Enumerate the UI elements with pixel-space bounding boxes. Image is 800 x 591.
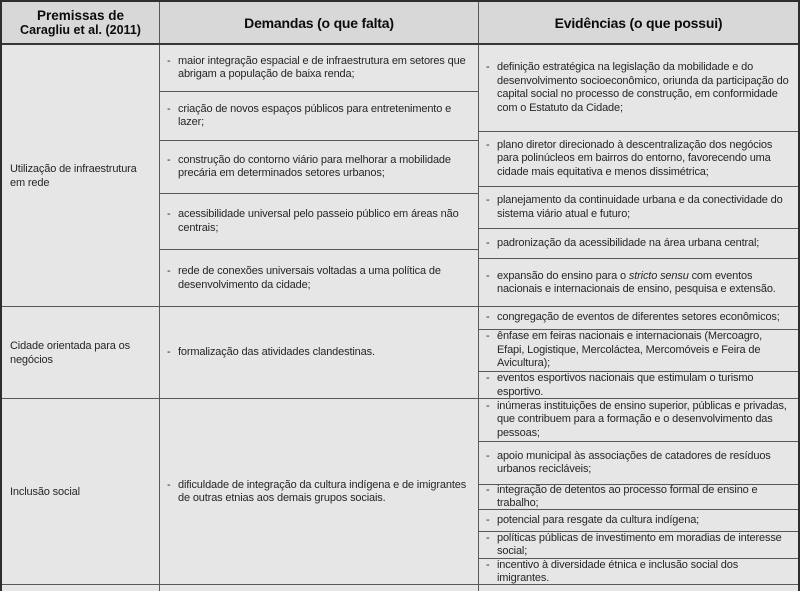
evidencias-stack-inclusao-social (479, 399, 798, 584)
demand-item (160, 45, 478, 92)
italic-term: stricto sensu (628, 269, 689, 282)
bullet-dash: - (486, 449, 490, 462)
bullet-dash: - (167, 54, 171, 67)
demand-text: dificuldade de integração da cultura indígena e de imigrantes de outras etnias aos demais grupos sociais. (178, 478, 467, 504)
demand-item (160, 194, 478, 250)
bullet-dash: - (486, 399, 490, 412)
bullet-dash: - (486, 194, 490, 206)
bullet-dash: - (486, 485, 490, 496)
category-block-inclusao-social (2, 399, 798, 585)
category-cell-inclusao-social: Inclusão social (2, 399, 160, 584)
category-cell-infraestrutura: Utilização de infraestrutura em rede (2, 45, 160, 306)
cutoff-partial-row (2, 585, 798, 591)
demand-item (160, 399, 478, 585)
bullet-dash: - (167, 153, 171, 166)
evidence-item (479, 559, 798, 585)
evidence-item (479, 45, 798, 132)
demand-item (160, 307, 478, 399)
evidence-text: congregação de eventos de diferentes setores econômicos; (497, 311, 780, 324)
bullet-dash: - (486, 513, 490, 526)
bullet-dash: - (486, 559, 490, 571)
category-block-infraestrutura (2, 45, 798, 307)
bullet-dash: - (486, 269, 490, 282)
demand-item (160, 250, 478, 307)
evidence-item (479, 259, 798, 307)
bullet-dash: - (167, 102, 171, 115)
evidence-item (479, 229, 798, 259)
demandas-stack-negocios (160, 307, 479, 398)
cutoff-cell (479, 585, 798, 591)
bullet-dash: - (167, 208, 171, 220)
header-premissas-line1: Premissas de (36, 8, 125, 23)
demandas-stack-inclusao-social (160, 399, 479, 584)
demand-item (160, 141, 478, 194)
evidencias-stack-negocios (479, 307, 798, 398)
bullet-dash: - (167, 265, 171, 277)
evidence-text: padronização da acessibilidade na área urbana central; (497, 236, 760, 249)
header-premissas-line2: Caragliu et al. (2011) (20, 23, 141, 37)
demandas-stack-infraestrutura (160, 45, 479, 306)
evidence-item (479, 399, 798, 442)
table-header-row (2, 2, 798, 45)
category-block-negocios (2, 307, 798, 399)
evidence-text: incentivo à diversidade étnica e inclusão social dos imigrantes. (497, 559, 739, 584)
demand-text: formalização das atividades clandestinas. (178, 346, 375, 359)
evidence-item (479, 485, 798, 510)
bullet-dash: - (167, 478, 171, 491)
demand-item (160, 92, 478, 141)
demand-text: rede de conexões universais voltadas a uma política de desenvolvimento da cidade; (178, 265, 441, 291)
evidence-text: integração de detentos ao processo formal de ensino e trabalho; (497, 485, 758, 509)
evidencias-stack-infraestrutura (479, 45, 798, 306)
bullet-dash: - (486, 236, 490, 249)
evidence-text-prefix: expansão do ensino para o (497, 269, 629, 282)
evidence-text-suffix: com eventos nacionais e internacionais de ensino, pesquisa e extensão. (497, 269, 776, 295)
evidence-text: apoio municipal às associações de catadores de resíduos urbanos recicláveis; (497, 449, 771, 475)
evidence-text: inúmeras instituições de ensino superior, públicas e privadas, que contribuem para a formação e o desenvolvimento das pessoas; (497, 399, 787, 439)
cutoff-cell (160, 585, 479, 591)
header-evidencias: Evidências (o que possui) (554, 14, 723, 31)
evidence-text (497, 270, 792, 297)
evidence-text: eventos esportivos nacionais que estimulam o turismo esportivo. (497, 372, 754, 398)
evidence-text: políticas públicas de investimento em moradias de interesse social; (497, 532, 782, 557)
demand-text: construção do contorno viário para melhorar a mobilidade precária em determinados setores urbanos; (178, 153, 451, 179)
bullet-dash: - (167, 346, 171, 359)
demand-text: maior integração espacial e de infraestrutura em setores que abrigam a população de baixa renda; (178, 54, 466, 80)
evidence-item (479, 132, 798, 187)
evidence-text: definição estratégica na legislação da mobilidade e do desenvolvimento socioeconômico, oriunda da participação do capital social no processo de construção, em conformidade com o Estatuto da Cidade; (497, 61, 789, 114)
category-cell-negocios: Cidade orientada para os negócios (2, 307, 160, 398)
evidence-text: planejamento da continuidade urbana e da conectividade do sistema viário atual e futuro; (497, 194, 783, 220)
bullet-dash: - (486, 532, 490, 544)
evidence-item (479, 187, 798, 229)
header-premissas (2, 2, 160, 43)
header-demandas: Demandas (o que falta) (160, 2, 479, 43)
bullet-dash: - (486, 372, 490, 384)
demand-text: acessibilidade universal pelo passeio público em áreas não centrais; (178, 208, 459, 234)
evidence-text: plano diretor direcionado à descentralização dos negócios para polinúcleos em bairros do entorno, favorecendo uma cidade mais equitativa e menos dissimétrica; (497, 138, 773, 178)
evidence-item (479, 442, 798, 485)
evidence-item (479, 510, 798, 532)
evidence-text: potencial para resgate da cultura indígena; (497, 513, 700, 526)
demand-text: criação de novos espaços públicos para entretenimento e lazer; (178, 102, 452, 128)
bullet-dash: - (486, 138, 490, 151)
evidence-item (479, 307, 798, 330)
bullet-dash: - (486, 330, 490, 343)
bullet-dash: - (486, 61, 490, 73)
evidence-item (479, 330, 798, 372)
evidence-item (479, 532, 798, 559)
bullet-dash: - (486, 311, 490, 324)
evidence-text: ênfase em feiras nacionais e internacionais (Mercoagro, Efapi, Logistique, Mercoláctea, Mercomóveis e Feira de Avicultura); (497, 330, 763, 370)
evidence-item (479, 372, 798, 399)
cutoff-cell (2, 585, 160, 591)
